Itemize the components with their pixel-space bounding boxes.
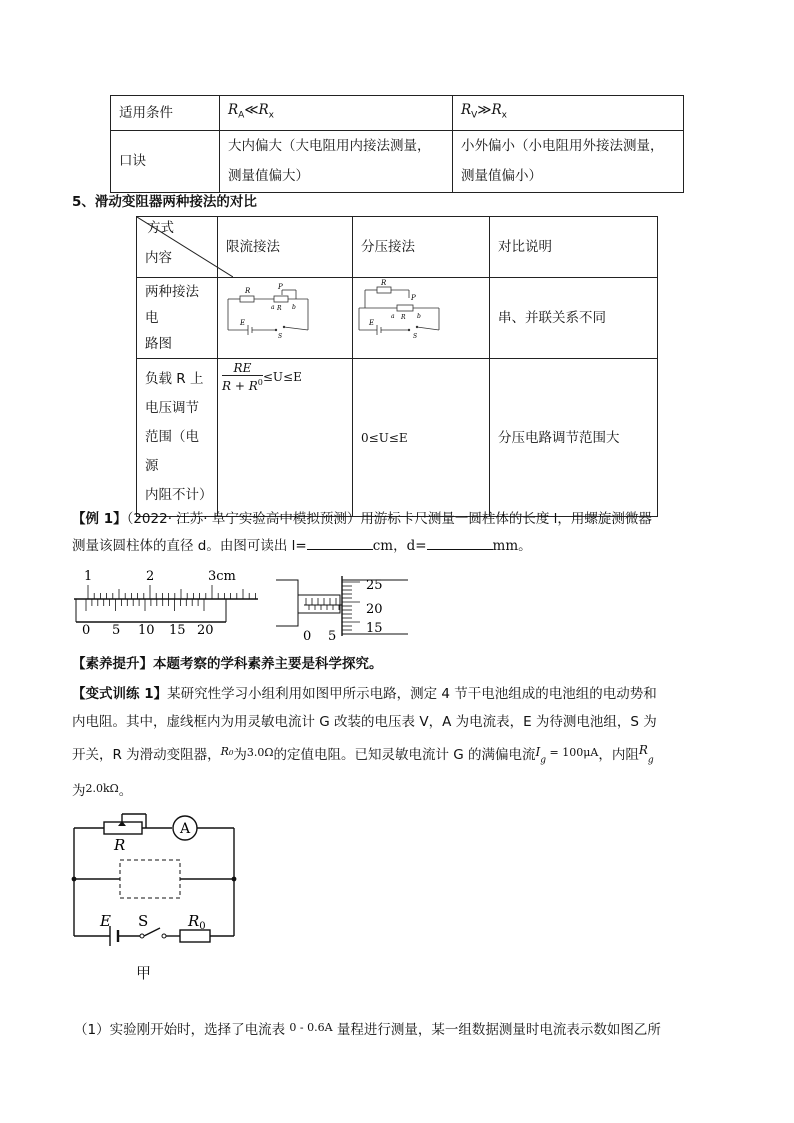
mnemonic-external: 小外偏小（小电阻用外接法测量， 测量值偏小） [453,130,684,192]
answer-blank-l [307,537,373,550]
svg-text:R: R [401,314,406,321]
caliper-vernier-label-10: 10 [138,623,155,636]
limit-circuit-cell [218,278,353,359]
section-5-title: 5、滑动变阻器两种接法的对比 [72,194,257,210]
caliper-vernier-label-5: 5 [112,623,121,636]
micrometer-figure [270,574,412,644]
limit-voltage-range: $\frac{RE}{R + R^0}$ ≤U≤E [218,359,353,517]
figure-caption-jia: 甲 [136,964,152,982]
diag-bottom-label: 内容 [145,250,172,266]
answer-blank-d [427,537,493,550]
svg-text:a: a [391,313,395,320]
rheostat-label: R [114,836,126,854]
svg-text:b: b [417,313,421,320]
limit-circuit-diagram [218,278,352,348]
row-circuit-compare: 串、并联关系不同 [490,278,658,359]
literacy-note: 【素养提升】本题考察的学科素养主要是科学探究。 [72,656,383,672]
svg-text:E: E [240,319,246,327]
vernier-caliper-figure [72,564,262,636]
svg-text:R: R [277,305,282,312]
example-line-1: （2022· 江苏· 阜宁实验高中模拟预测）用游标卡尺测量一圆柱体的长度 l，用螺旋测微器 [126,511,652,527]
variant-tag: 【变式训练 1】 [72,686,168,702]
svg-text:b: b [292,304,296,311]
svg-text:a: a [271,304,275,311]
fraction: $\frac{RE}{R + R^0}$ [222,361,263,393]
ammeter-label: A [180,821,191,837]
label-conditions: 适用条件 [111,96,220,131]
svg-text:P: P [411,294,416,302]
svg-text:R: R [381,279,387,287]
svg-text:S: S [278,333,283,340]
micrometer-thimble-label-15: 15 [366,621,383,636]
svg-text:E: E [369,319,375,327]
variant-training: 【变式训练 1】某研究性学习小组利用如图甲所示电路，测定 4 节干电池组成的电池组的电动势和 内电阻。其中，虚线框内为用灵敏电流计 G 改装的电压表 V，A 为电流表，E 为待测电池组，S 为 开关，R 为滑动变阻器，$^{R_0}$为$^{3.0\Omega}$的定值电阻。已知灵敏电流计 G 的满偏电流$I_g$ $^{= 100\mu A}$，内阻$R_g$ 为$^{2.0k\Omega}$。 [72,680,732,805]
example-tag: 【例 1】 [72,511,127,527]
battery-label: E [100,912,111,930]
caliper-main-label-1: 1 [84,569,93,584]
header-comparison: 对比说明 [490,217,658,278]
row-voltage-label: 负载 R 上 电压调节 范围（电源 内阻不计） [137,359,218,517]
condition-external: $R_V≫R_x$ [453,96,684,131]
svg-text:P: P [278,283,283,291]
example-1: 【例 1】（2022· 江苏· 阜宁实验高中模拟预测）用游标卡尺测量一圆柱体的长度 l，用螺旋测微器 测量该圆柱体的直径 d。由图可读出 l= cm，d= mm。 [72,511,652,554]
resistor-r0-label: $R_0$ [188,912,206,932]
header-divider-method: 分压接法 [353,217,490,278]
diag-top-label: 方式 [147,220,174,236]
header-limit-method: 限流接法 [218,217,353,278]
caliper-vernier-label-20: 20 [197,623,214,636]
divider-circuit-diagram [353,278,489,348]
caliper-vernier-label-15: 15 [169,623,186,636]
diagonal-header-cell [137,217,218,278]
divider-circuit-cell [353,278,490,359]
switch-label: S [138,912,149,930]
voltmeter-dashed-box [120,860,180,898]
condition-internal: $R_A≪R_x$ [220,96,453,131]
svg-text:S: S [413,333,418,340]
caliper-vernier-label-0: 0 [82,623,91,636]
row-voltage-compare: 分压电路调节范围大 [490,359,658,517]
comparison-table-1 [110,95,684,193]
circuit-diagram-jia [68,810,242,988]
example-line-2a: 测量该圆柱体的直径 d。由图可读出 l= [72,538,307,554]
row-circuit-label: 两种接法电 路图 [137,278,218,359]
question-1: （1）实验刚开始时，选择了电流表 $^{0 - 0.6A}$ 量程进行测量，某一组数据测量时电流表示数如图乙所 [74,1021,661,1038]
micrometer-thimble-label-20: 20 [366,602,383,617]
mnemonic-internal: 大内偏大（大电阻用内接法测量， 测量值偏大） [220,130,453,192]
micrometer-thimble-label-25: 25 [366,578,383,593]
label-mnemonic: 口诀 [111,130,220,192]
svg-text:R: R [245,287,251,295]
caliper-main-label-3: 3cm [208,569,236,584]
variant-line-2: 内电阻。其中，虚线框内为用灵敏电流计 G 改装的电压表 V，A 为电流表，E 为待测电池组，S 为 [72,714,657,730]
micrometer-sleeve-label-5: 5 [328,629,337,644]
caliper-main-label-2: 2 [146,569,155,584]
comparison-table-2 [136,216,658,517]
divider-voltage-range: 0≤U≤E [353,359,490,517]
micrometer-sleeve-label-0: 0 [303,629,312,644]
